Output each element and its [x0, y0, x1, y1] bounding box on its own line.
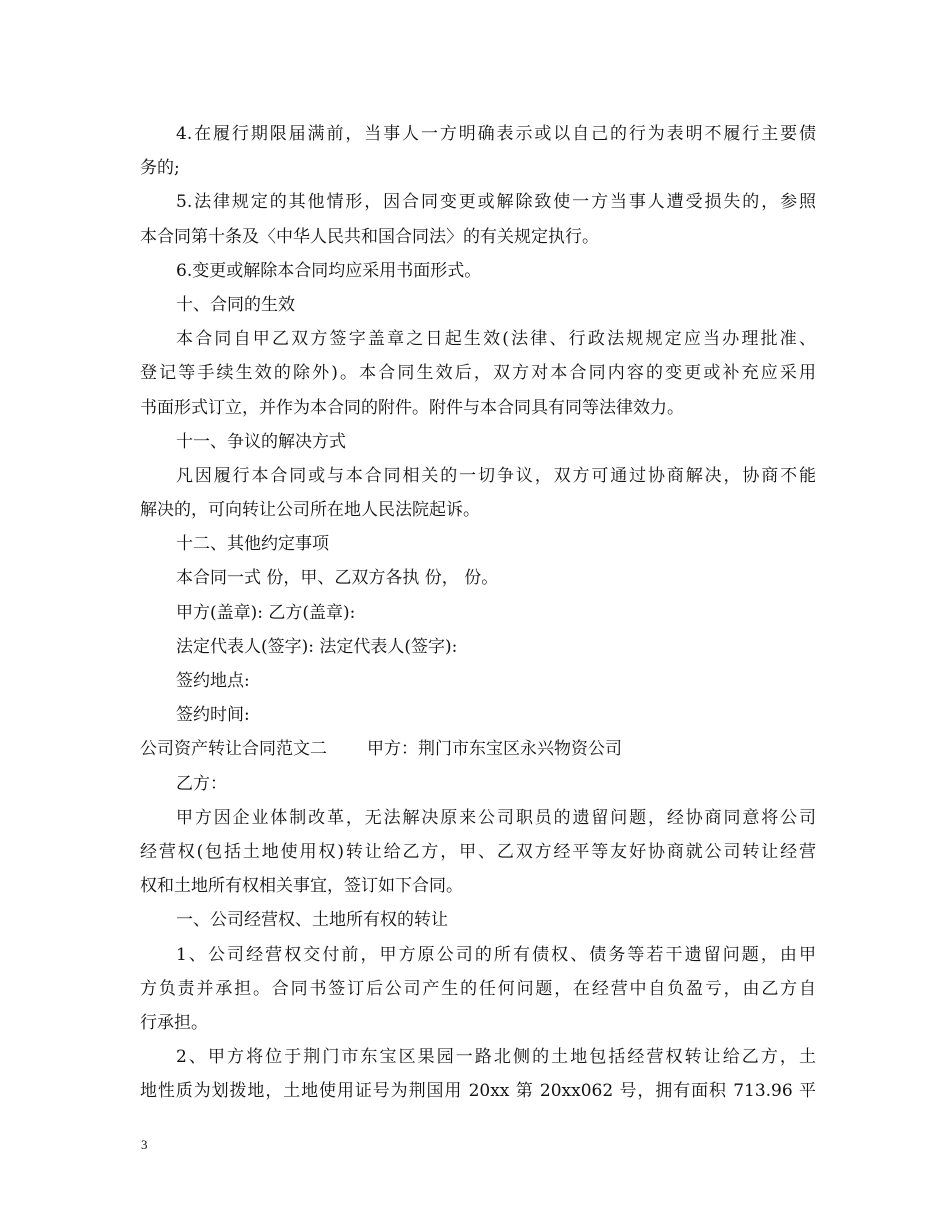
paragraph-line: 本合同自甲乙双方签字盖章之日起生效(法律、行政法规规定应当办理批准、: [176, 329, 816, 350]
paragraph-line: 行承担。: [140, 1012, 208, 1033]
paragraph-line: 2、甲方将位于荆门市东宝区果园一路北侧的土地包括经营权转让给乙方，土: [176, 1047, 816, 1068]
section-heading: 十、合同的生效: [176, 294, 295, 315]
signature-line: 甲方(盖章): 乙方(盖章):: [176, 602, 356, 623]
section-heading: 一、公司经营权、土地所有权的转让: [176, 910, 448, 931]
paragraph-line: 书面形式订立，并作为本合同的附件。附件与本合同具有同等法律效力。: [140, 397, 684, 418]
paragraph-line: 凡因履行本合同或与本合同相关的一切争议，双方可通过协商解决，协商不能: [176, 465, 816, 486]
contract-title: 公司资产转让合同范文二: [140, 739, 327, 760]
paragraph-line: 1、公司经营权交付前，甲方原公司的所有债权、债务等若干遗留问题，由甲: [176, 944, 816, 965]
section-heading: 十二、其他约定事项: [176, 534, 329, 555]
party-b: 乙方：: [176, 773, 227, 794]
paragraph-line: 方负责并承担。合同书签订后公司产生的任何问题，在经营中自负盈亏，由乙方自: [140, 978, 816, 999]
signature-line: 法定代表人(签字): 法定代表人(签字):: [176, 636, 458, 657]
paragraph-line: 解决的，可向转让公司所在地人民法院起诉。: [140, 500, 480, 521]
contract-title-line: [140, 732, 816, 766]
document-body: [140, 117, 816, 1108]
paragraph-line: 经营权(包括土地使用权)转让给乙方，甲、乙双方经平等友好协商就公司转让经营: [140, 841, 816, 862]
paragraph-line: 4.在履行期限届满前，当事人一方明确表示或以自己的行为表明不履行主要债: [176, 124, 816, 144]
signing-place: 签约地点:: [176, 671, 250, 691]
paragraph-line: 权和土地所有权相关事宜，签订如下合同。: [140, 876, 463, 897]
paragraph-line: 6.变更或解除本合同均应采用书面形式。: [176, 260, 482, 281]
paragraph-line: 5.法律规定的其他情形，因合同变更或解除致使一方当事人遭受损失的，参照: [176, 192, 816, 213]
paragraph-line: 本合同一式 份，甲、乙双方各执 份， 份。: [176, 568, 499, 589]
paragraph-line: 登记等手续生效的除外)。本合同生效后，双方对本合同内容的变更或补充应采用: [140, 363, 816, 384]
signing-time: 签约时间:: [176, 705, 250, 726]
party-a: 甲方：荆门市东宝区永兴物资公司: [367, 739, 622, 760]
paragraph-line: 务的;: [140, 158, 180, 179]
section-heading: 十一、争议的解决方式: [176, 431, 346, 452]
page-number: 3: [141, 1137, 148, 1152]
paragraph-line: 本合同第十条及〈中华人民共和国合同法〉的有关规定执行。: [140, 226, 599, 247]
paragraph-line: 甲方因企业体制改革，无法解决原来公司职员的遗留问题，经协商同意将公司: [176, 807, 816, 828]
paragraph-line: 地性质为划拨地，土地使用证号为荆国用 20xx 第 20xx062 号，拥有面积 713.96 平: [140, 1081, 816, 1102]
